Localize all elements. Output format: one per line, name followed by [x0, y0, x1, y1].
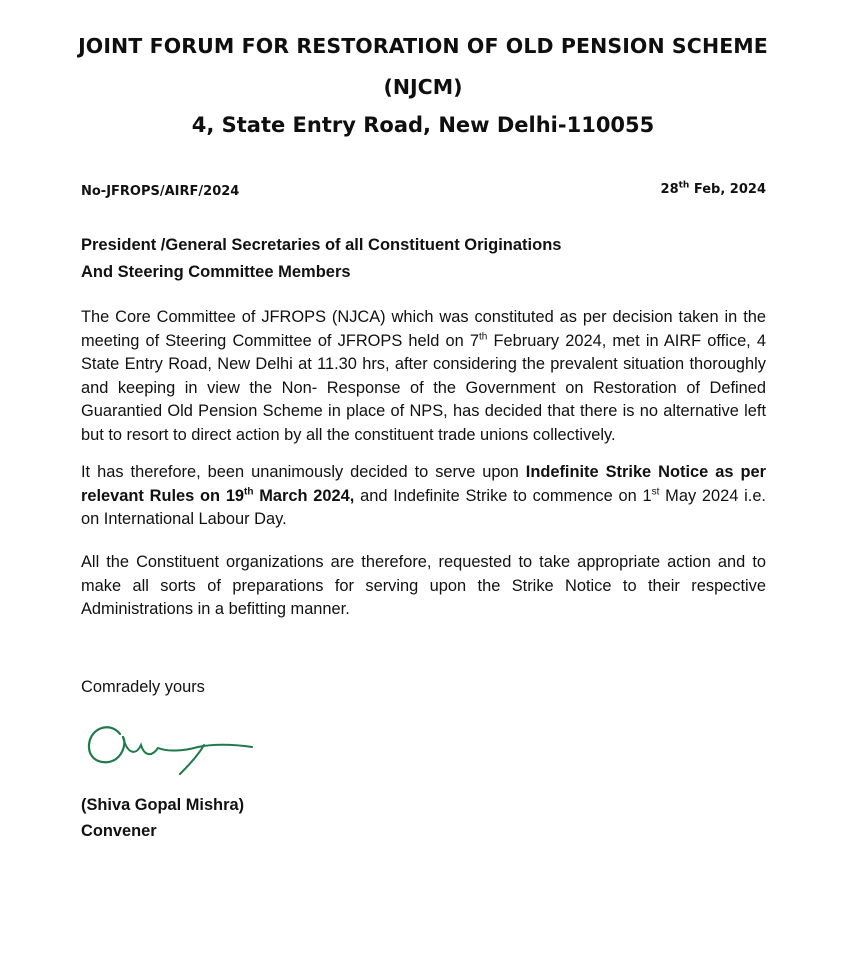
body-paragraph-3: All the Constituent organizations are therefore, requested to take appropriate action and to make all sorts of preparations for serving upon the Strike Notice to their respective Administrations in a befitting manner.	[81, 553, 766, 618]
p2-superscript: st	[651, 486, 660, 498]
p2-text-c: May 2024 i.e. on International Labour Day.	[81, 486, 766, 528]
letterhead-org-abbr: (NJCM)	[383, 75, 463, 99]
p1-text-b: February 2024, met in AIRF office, 4 State Entry Road, New Delhi at 11.30 hrs, after considering the prevalent situation thoroughly and keeping in view the Non- Response of the Government on Restoration of Defined Guarantied Old Pension Scheme in place of NPS, has decided that there is no alternative left but to resort to direct action by all the constituent trade unions collectively.	[81, 331, 766, 444]
p1-text-a: The Core Committee of JFROPS (NJCA) which was constituted as per decision taken in the meeting of Steering Committee of JFROPS held on 7	[81, 308, 766, 350]
signer-name: (Shiva Gopal Mishra)	[81, 796, 245, 814]
signer-title: Convener	[81, 822, 157, 840]
letterhead-address: 4, State Entry Road, New Delhi-110055	[191, 113, 655, 137]
closing-salutation: Comradely yours	[81, 678, 205, 696]
reference-number: No-JFROPS/AIRF/2024	[81, 184, 240, 199]
p2-bold-text-b: March 2024,	[253, 486, 355, 505]
signature-icon	[80, 718, 260, 780]
p1-superscript: th	[479, 331, 488, 343]
addressee-line-2: And Steering Committee Members	[81, 263, 351, 281]
letter-date	[661, 182, 766, 197]
body-paragraph-1	[81, 306, 766, 447]
p2-text-a: It has therefore, been unanimously decided to serve upon	[81, 463, 526, 481]
date-suffix: th	[678, 180, 690, 191]
p2-bold-text-a: Indefinite Strike Notice as per relevant Rules on 19	[81, 463, 766, 505]
letterhead-org-name: JOINT FORUM FOR RESTORATION OF OLD PENSION SCHEME	[78, 34, 768, 58]
p2-text-b: and Indefinite Strike to commence on 1	[354, 486, 652, 505]
addressee-line-1: President /General Secretaries of all Constituent Originations	[81, 236, 562, 254]
date-month-year: Feb, 2024	[689, 182, 766, 197]
date-day: 28	[660, 182, 679, 197]
p2-bold-superscript: th	[244, 486, 254, 498]
body-paragraph-2	[81, 461, 766, 532]
